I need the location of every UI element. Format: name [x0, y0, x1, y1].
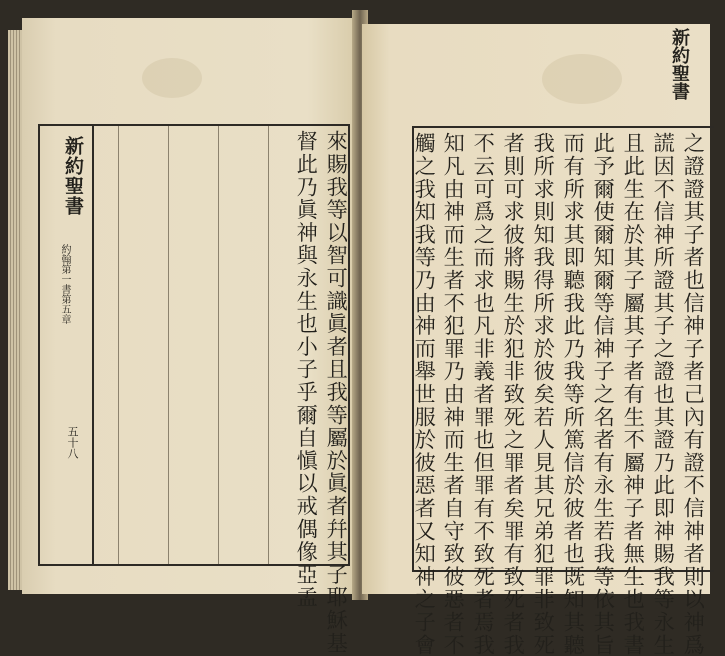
text-column: 謊因不信神所證其子之證也其證乃此即神賜我等永生: [651, 132, 677, 656]
text-column: 此予爾使爾知爾等信神子之名者有永生若我等依其旨: [591, 132, 617, 656]
left-margin-column: [56, 126, 94, 564]
text-column: 且此生在於其子屬其子者有生不屬神子者無生也我書: [621, 132, 647, 656]
margin-book-title: 新約聖書: [62, 136, 84, 216]
text-column: 我所求則知我得所求於彼矣若人見其兄弟犯罪非致死: [531, 132, 557, 656]
text-column: 者則可求彼將賜生於犯非致死之罪者矣罪有致死者我: [501, 132, 527, 656]
column-rule: [118, 126, 119, 564]
margin-chapter: 約翰第一書第五章: [59, 244, 70, 324]
right-margin-title: 新約聖書: [669, 28, 690, 100]
text-column: 觸之我知我等乃由神而舉世服於彼惡者又知神之子會: [412, 132, 438, 656]
text-column: 來賜我等以智可識眞者且我等屬於眞者幷其子耶穌基: [324, 130, 350, 655]
right-page: [362, 24, 710, 656]
text-column: 督此乃眞神與永生也小子乎爾自愼以戒偶像亞孟: [294, 130, 320, 609]
left-page: [22, 18, 358, 655]
paper-stain: [142, 58, 202, 98]
column-rule: [268, 126, 269, 564]
paper-stain: [542, 54, 622, 104]
text-column: 而有所求其即聽我此乃我等所篤信於彼者也既知其聽: [561, 132, 587, 656]
left-text-frame: [38, 124, 350, 655]
margin-folio: 五十八: [66, 426, 79, 459]
column-rule: [168, 126, 169, 564]
text-column: 之證證其子者也信神子者己內有證不信神者則以神爲: [681, 132, 707, 656]
text-column: 知凡由神而生者不犯罪乃由神而生者自守致彼惡者不: [441, 132, 467, 656]
text-column: 不云可爲之而求也凡非義者罪也但罪有不致死者焉我: [471, 132, 497, 656]
column-rule: [218, 126, 219, 564]
right-text-frame: [412, 126, 714, 656]
